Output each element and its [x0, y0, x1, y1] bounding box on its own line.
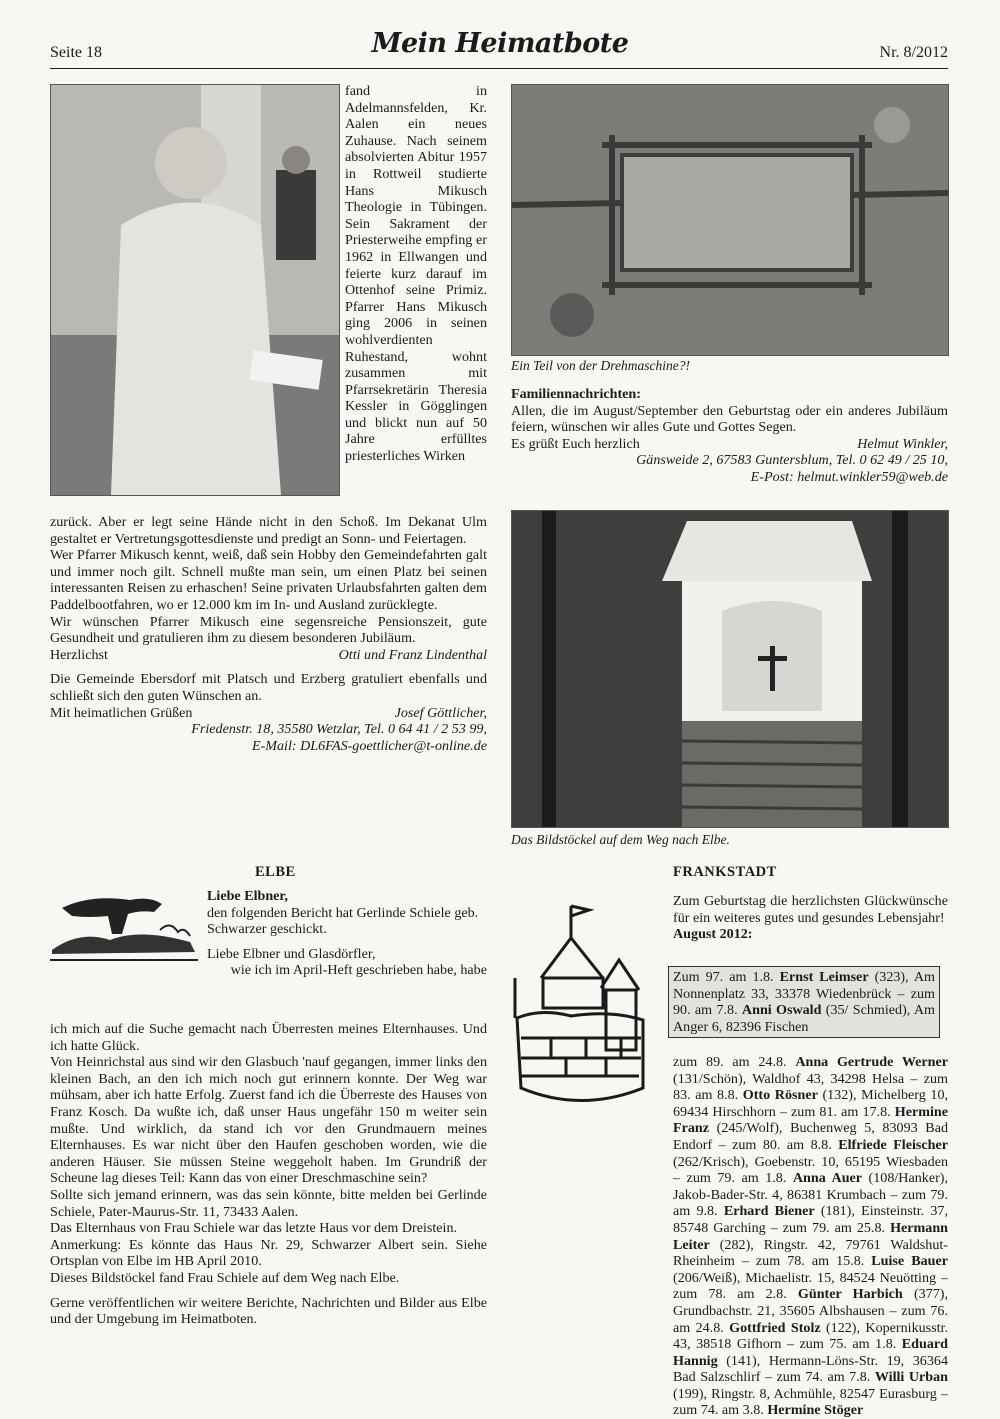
elbe-body-5: Anmerkung: Es könnte das Haus Nr. 29, Schwarzer Albert sein. Siehe Ortsplan von Elbe im HB April 2010.: [50, 1236, 487, 1270]
signer-2-address: Friedenstr. 18, 35580 Wetzlar, Tel. 0 64 41 / 2 53 99,: [191, 721, 487, 738]
entry-details: (35/ Schmied), Am Anger 6, 82396 Fischen: [673, 1002, 935, 1035]
wayside-shrine-photo: [511, 510, 949, 828]
entry-details: (181), Einsteinstr. 37, 85748 Garching – zum 79. am 25.8.: [673, 1203, 948, 1236]
frankstadt-month: August 2012:: [673, 926, 753, 943]
entry-details: (108/Hanker), Jakob-Bader-Str. 4, 86381 Krumbach – zum 79. am 9.8.: [673, 1170, 949, 1220]
machine-part-caption: Ein Teil von der Drehmaschine?!: [511, 358, 690, 373]
birthday-entries: [673, 1054, 948, 1418]
frankstadt-birthday-list: [673, 1054, 948, 1419]
page-header: [50, 28, 950, 68]
elbe-letter-start: wie ich im April-Heft geschrieben habe, habe: [230, 962, 487, 979]
frankstadt-illustration: [511, 898, 661, 1118]
boxed-birthday-list: [668, 966, 940, 1038]
entry-details: (377), Grundbachstr. 21, 35605 Albshausen – zum 76. am 24.8.: [673, 1286, 948, 1336]
family-news-signer: Helmut Winkler,: [857, 435, 948, 452]
masthead-logo: Mein Heimatbote: [371, 28, 629, 59]
greeting-2: Mit heimatlichen Grüßen: [50, 704, 193, 721]
person-name: Hermine Franz: [673, 1103, 948, 1137]
person-name: Erhard Biener: [723, 1203, 815, 1220]
paragraph-2: Wer Pfarrer Mikusch kennt, weiß, daß sein Hobby den Gemeindefahrten galt und immer noch gilt. Schnell mußte man sein, um einen Platz bei seinen interessanten Reisen zu erhaschen! Seine privaten Urlaubsfahrten galten dem Paddelbootfahren, wo er 12.000 km im In- und Ausland zurücklegte.: [50, 547, 487, 613]
elbe-body-3: Sollte sich jemand erinnern, was das sein könnte, bitte melden bei Gerlinde Schiele, Pater-Maurus-Str. 11, 73433 Aalen.: [50, 1186, 487, 1220]
birthday-entry: [767, 1402, 863, 1418]
page-number: Seite 18: [50, 44, 102, 61]
family-news-title: Familiennachrichten:: [511, 386, 641, 402]
entry-details: (245/Wolf), Buchenweg 5, 83093 Bad Endorf – zum 80. am 8.8.: [673, 1120, 948, 1153]
person-name: Luise Bauer: [871, 1253, 948, 1270]
elbe-body-2: Von Heinrichstal aus sind wir den Glasbuch 'nauf gegangen, immer links den kleinen Bach, an den ich mich noch gut erinnern konnte. Der Weg war mühsam, aber ich hatte Erfolg. Zuerst fand ich die Überreste des Hauses von Franz Kosch. Da wußte ich, daß unser Haus ungefähr 150 m weiter sein mußte. Und wirklich, da stand ich vor den Grundmauern meines Elternhauses. Es war nicht über den Haufen geschoben worden, wie die anderen Häuser. Sie müssen Steine weggeholt haben. Im Grundriß der Scheune lag dieses Teil: Kann das von einer Dreschmaschine sein?: [50, 1054, 487, 1187]
family-news: [511, 386, 948, 486]
elbe-intro-text: den folgenden Bericht hat Gerlinde Schiele geb. Schwarzer geschickt.: [207, 904, 479, 938]
entry-prefix: zum 89. am 24.8.: [673, 1054, 796, 1070]
elbe-body-1: ich mich auf die Suche gemacht nach Überresten meines Elternhauses. Und ich hatte Glück.: [50, 1021, 487, 1054]
elbe-body-6: Dieses Bildstöckel fand Frau Schiele auf dem Weg nach Elbe.: [50, 1269, 400, 1286]
entry-details: (262/Krisch), Goebenstr. 10, 65195 Wiesbaden – zum 79. am 1.8.: [673, 1153, 948, 1187]
entry-details: (131/Schön), Waldhof 43, 34298 Helsa – zum 83. am 8.8.: [673, 1070, 948, 1104]
person-name: Anna Gertrude Werner: [795, 1054, 948, 1070]
elbe-body-7: Gerne veröffentlichen wir weitere Berichte, Nachrichten und Bilder aus Elbe und der Umgebung im Heimatboten.: [50, 1294, 487, 1328]
frankstadt-intro-text: Zum Geburtstag die herzlichsten Glückwünsche für ein weiteres gutes und gesundes Lebensjahr!: [673, 893, 948, 926]
entry-details: (122), Kopernikusstr. 43, 38518 Gifhorn – zum 75. am 1.8.: [673, 1319, 948, 1353]
person-name: Ernst Leimser: [779, 969, 869, 985]
signer-2-email: E-Mail: DL6FAS-goettlicher@t-online.de: [251, 737, 487, 754]
family-news-text: Allen, die im August/September den Geburtstag oder ein anderes Jubiläum feiern, wünschen wir alles Gute und Gottes Segen.: [511, 402, 948, 436]
person-name: Anna Auer: [792, 1170, 863, 1187]
castle-drawing: [511, 898, 661, 1118]
entry-details: (132), Michelberg 10, 69434 Hirschhorn – zum 81. am 17.8.: [673, 1087, 949, 1120]
signer-1: Otti und Franz Lindenthal: [338, 646, 487, 663]
priest-text-narrow: [345, 83, 487, 465]
elbe-title: ELBE: [255, 864, 296, 880]
elbe-salutation: Liebe Elbner,: [207, 888, 288, 904]
family-news-email: E-Post: helmut.winkler59@web.de: [750, 468, 948, 485]
left-column-text: [50, 514, 487, 754]
signature-2: [50, 705, 487, 722]
elbe-body-4: Das Elternhaus von Frau Schiele war das letzte Haus vor dem Dreistein.: [50, 1220, 458, 1237]
person-name: Willi Urban: [874, 1369, 948, 1386]
wayside-shrine-drawing: [512, 511, 948, 827]
issue-number: Nr. 8/2012: [879, 44, 948, 61]
machine-part-photo: [511, 84, 949, 356]
elbe-body: [50, 1021, 487, 1328]
rock-landscape-drawing: [50, 890, 200, 970]
family-news-address: Gänsweide 2, 67583 Guntersblum, Tel. 0 62 49 / 25 10,: [636, 452, 948, 469]
person-name: Eduard Hannig: [673, 1336, 948, 1369]
family-news-signature: [511, 436, 948, 453]
entry-details: (282), Ringstr. 42, 79761 Waldshut-Rheinheim – zum 78. am 15.8.: [673, 1236, 948, 1270]
person-name: Hermann Leiter: [673, 1219, 948, 1253]
person-name: Anni Oswald: [741, 1002, 822, 1019]
header-rule: [50, 68, 948, 69]
paragraph-3: Wir wünschen Pfarrer Mikusch eine segensreiche Pensionszeit, gute Gesundheit und gratulieren ihm zu diesem besonderen Jubiläum.: [50, 613, 487, 647]
elbe-intro: [207, 888, 487, 979]
priest-photo-drawing: [51, 85, 339, 495]
entry-details: (199), Ringstr. 8, Achmühle, 82547 Eurasburg – zum 74. am 3.8.: [673, 1385, 948, 1419]
frankstadt-title: FRANKSTADT: [673, 864, 777, 880]
wayside-shrine-caption: Das Bildstöckel auf dem Weg nach Elbe.: [511, 832, 730, 847]
person-name: Otto Rösner: [742, 1087, 818, 1104]
entry-details: (141), Hermann-Löns-Str. 19, 36364 Bad Salzschlirf – zum 74. am 7.8.: [673, 1352, 948, 1386]
elbe-illustration: [50, 890, 200, 970]
greeting-1: Herzlichst: [50, 646, 108, 663]
paragraph-1: zurück. Aber er legt seine Hände nicht in den Schoß. Im Dekanat Ulm gestaltet er Vertretungsgottesdienste und predigt an Sonn- und Feiertagen.: [50, 514, 487, 547]
person-name: Hermine Stöger: [767, 1402, 864, 1419]
entry-details: (206/Weiß), Michaelistr. 15, 84524 Neuötting – zum 78. am 2.8.: [673, 1269, 948, 1303]
frankstadt-intro: [673, 893, 948, 943]
elbe-letter-salutation: Liebe Elbner und Glasdörfler,: [207, 945, 376, 962]
priest-bio-paragraph: fand in Adelmannsfelden, Kr. Aalen ein neues Zuhause. Nach seinem absolvierten Abitur 1957 in Rottweil studierte Hans Mikusch Theologie in Tübingen. Sein Sakrament der Priesterweihe empfing er 1962 in Ellwangen und feierte kurz darauf im Ottenhof seine Primiz. Pfarrer Hans Mikusch ging 2006 in seinen wohlverdienten Ruhestand, wohnt zusammen mit Pfarrsekretärin Theresia Kessler in Gögglingen und blickt nun auf 50 Jahre erfülltes priesterliches Wirken: [345, 83, 487, 465]
signature-1: [50, 647, 487, 664]
person-name: Elfriede Fleischer: [838, 1136, 948, 1153]
priest-photo: [50, 84, 340, 496]
entry-prefix: Zum 97. am 1.8.: [673, 969, 780, 985]
entry-details: (323), Am Nonnenplatz 33, 33378 Wiedenbrück – zum 90. am 7.8.: [673, 969, 935, 1019]
signer-2-name: Josef Göttlicher,: [394, 704, 487, 721]
person-name: Gottfried Stolz: [729, 1319, 821, 1336]
family-news-greeting: Es grüßt Euch herzlich: [511, 435, 640, 452]
person-name: Günter Harbich: [797, 1286, 903, 1303]
paragraph-4: Die Gemeinde Ebersdorf mit Platsch und Erzberg gratuliert ebenfalls und schließt sich den guten Wünschen an.: [50, 671, 487, 704]
frankstadt-boxed-entries: [668, 966, 940, 1038]
machine-part-drawing: [512, 85, 948, 355]
